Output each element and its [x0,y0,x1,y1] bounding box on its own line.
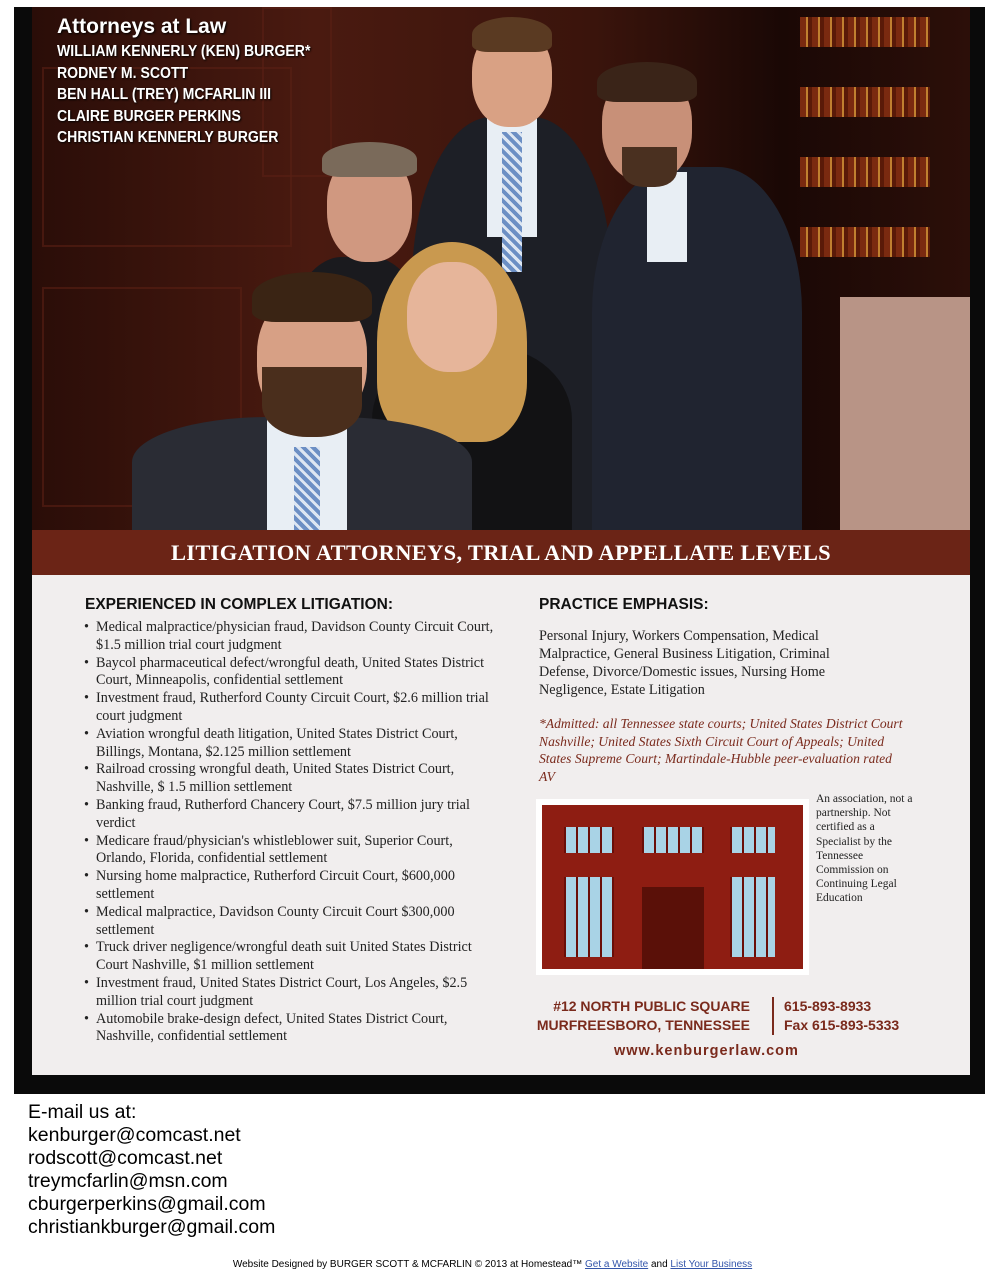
advertisement [14,7,985,1094]
footer-and: and [650,1259,668,1270]
website-url: www.kenburgerlaw.com [614,1043,799,1059]
list-item: • Investment fraud, United States District Court, Los Angeles, $2.5 million trial court judgment [84,975,504,1011]
ad-body [32,575,970,1075]
disclaimer: An association, not a partnership. Not certified as a Specialist by the Tennessee Commission on Continuing Legal Education [816,793,913,905]
email-address[interactable]: treymcfarlin@msn.com [28,1170,228,1193]
address-line1: #12 NORTH PUBLIC SQUARE [553,998,750,1014]
list-item: • Automobile brake-design defect, United States District Court, Nashville, confidential settlement [84,1011,504,1047]
email-address[interactable]: christiankburger@gmail.com [28,1216,276,1239]
attorney-name: CHRISTIAN KENNERLY BURGER [57,129,279,146]
list-item: • Banking fraud, Rutherford Chancery Court, $7.5 million jury trial verdict [84,797,504,833]
email-address[interactable]: rodscott@comcast.net [28,1147,223,1170]
experience-list [84,619,504,1046]
office-building-photo [536,799,809,975]
list-item: • Medicare fraud/physician's whistleblower suit, Superior Court, Orlando, Florida, confidential settlement [84,833,504,869]
attorney-name: BEN HALL (TREY) MCFARLIN III [57,86,272,103]
practice-heading: PRACTICE EMPHASIS: [539,596,709,613]
list-item: • Aviation wrongful death litigation, United States District Court, Billings, Montana, $2.125 million settlement [84,726,504,762]
footer-text: Website Designed by BURGER SCOTT & MCFARLIN © 2013 at Homestead™ [232,1259,583,1270]
list-item: • Railroad crossing wrongful death, United States District Court, Nashville, $ 1.5 million settlement [84,761,504,797]
practice-text: Personal Injury, Workers Compensation, Medical Malpractice, General Business Litigation, Criminal Defense, Divorce/Domestic issues, Nursing Home Negligence, Estate Litigation [539,628,830,698]
attorneys-photo [32,7,970,530]
phone: 615-893-8933 [784,998,872,1014]
attorneys-at-law-title: Attorneys at Law [57,15,227,38]
list-your-business-link[interactable]: List Your Business [670,1259,753,1270]
get-a-website-link[interactable]: Get a Website [584,1259,649,1270]
admitted-text: *Admitted: all Tennessee state courts; United States District Court Nashville; United States Sixth Circuit Court of Appeals; United States Supreme Court; Martindale-Hubble peer-evaluation rated AV [539,716,903,785]
email-address[interactable]: kenburger@comcast.net [28,1124,241,1147]
list-item: • Truck driver negligence/wrongful death suit United States District Court Nashville, $1 million settlement [84,939,504,975]
email-address[interactable]: cburgerperkins@gmail.com [28,1193,266,1216]
email-label: E-mail us at: [28,1101,137,1123]
phone-numbers [772,997,899,1035]
list-item: • Investment fraud, Rutherford County Circuit Court, $2.6 million trial court judgment [84,690,504,726]
list-item: • Nursing home malpractice, Rutherford Circuit Court, $600,000 settlement [84,868,504,904]
attorney-name: CLAIRE BURGER PERKINS [57,107,241,125]
list-item: • Medical malpractice/physician fraud, Davidson County Circuit Court, $1.5 million trial court judgment [84,619,504,655]
footer [0,1259,985,1270]
litigation-banner: LITIGATION ATTORNEYS, TRIAL AND APPELLATE LEVELS [32,530,970,575]
attorney-name: RODNEY M. SCOTT [57,64,189,82]
address-line2: MURFREESBORO, TENNESSEE [536,1017,750,1033]
list-item: • Baycol pharmaceutical defect/wrongful death, United States District Court, Minneapolis, confidential settlement [84,655,504,691]
attorney-names [57,15,345,149]
fax: Fax 615-893-5333 [784,1017,900,1033]
email-section [28,1101,275,1240]
attorney-name: WILLIAM KENNERLY (KEN) BURGER* [57,43,311,60]
address [530,997,750,1035]
list-item: • Medical malpractice, Davidson County Circuit Court $300,000 settlement [84,904,504,940]
experience-heading: EXPERIENCED IN COMPLEX LITIGATION: [85,596,394,613]
